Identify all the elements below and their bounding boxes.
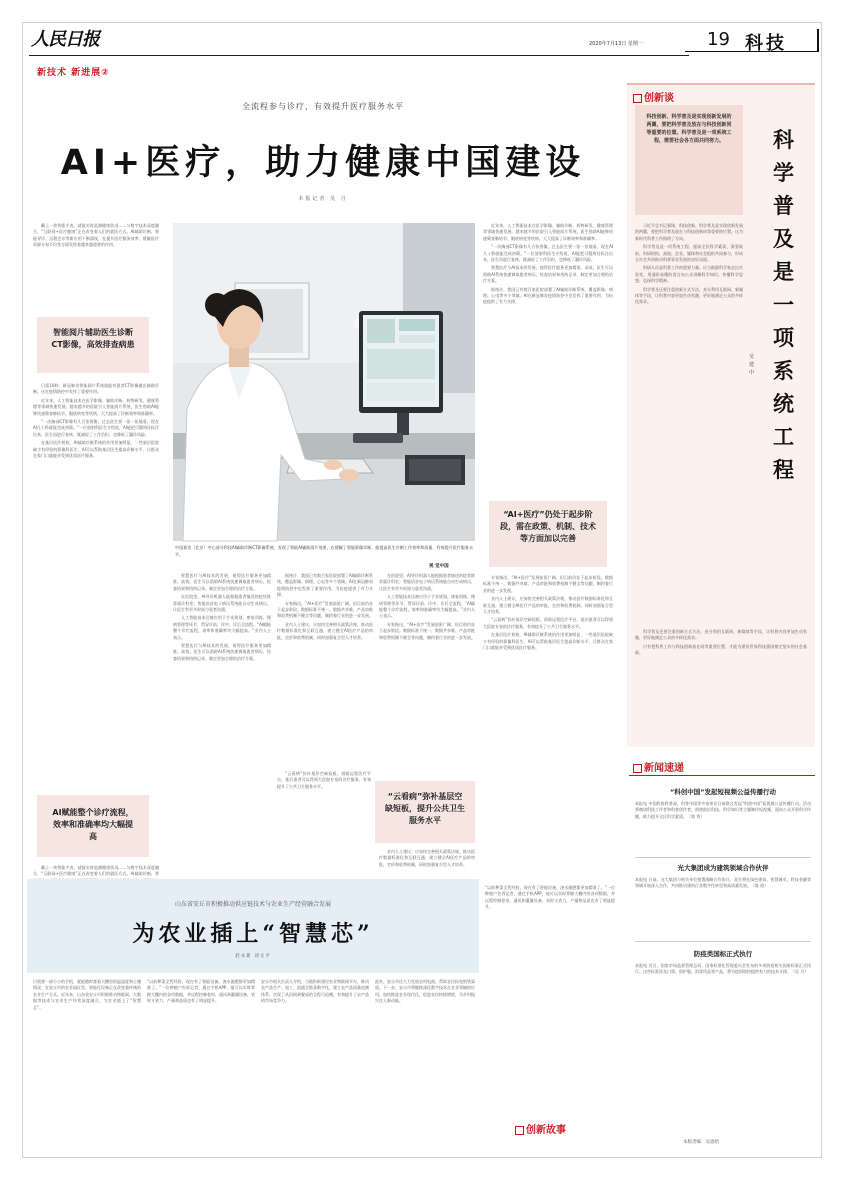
- paragraph: “云看病”弥补基层空缺短板。借助远程医疗平台，基层患者可以得到大医院专家的诊疗服务，有效提升了公共卫生服务水平。: [483, 617, 613, 629]
- article-col4-bottom: [379, 849, 475, 871]
- article-col1-top: [33, 223, 159, 311]
- news-express-label-text: 新闻速递: [644, 763, 684, 774]
- article-col2: [173, 573, 271, 861]
- paragraph: 人工智能技术还被应用于手术规划、康复训练、慢病管理等环节，贯穿诊前、诊中、诊后全流程。“AI赋能整个诊疗流程，效率和准确率均大幅提高。”业内人士表示。: [173, 615, 271, 640]
- paragraph: 智慧医疗与AI技术的发展，使得医疗服务更加精准、高效。医生可以借助AI系统快速调取患者病历、检查结果和用药记录，制定更加合理的治疗方案。: [173, 643, 271, 661]
- paragraph: 在医院里，AI导诊机器人能根据患者描述的症状推荐就诊科室；智能语音电子病历系统能自动生成病历，让医生有更多时间与患者沟通。: [173, 594, 271, 613]
- article-col4-mid: [379, 573, 475, 769]
- doctor-at-workstation-image: [173, 223, 475, 541]
- sidebar-author: 吴建中: [749, 354, 755, 376]
- paragraph: 业内人士建议，应加快完善相关政策法规，推动医疗数据标准化和互联互通，建立健全AI医疗产品的审批、定价和收费机制，同时加强复合型人才培养。: [483, 596, 613, 615]
- square-bullet-icon: [633, 94, 642, 103]
- subhead-1: 智能阅片辅助医生诊断CT影像，高效排查病患: [51, 328, 135, 349]
- article-deck: 全流程参与诊疗，有效提升医疗服务水平: [242, 102, 404, 111]
- paragraph: 科学普及是一项系统工程。提高全民科学素质，需要政府、科研机构、高校、企业、媒体和社会组织共同参与，形成全社会共同推动科普事业发展的良好局面。: [635, 244, 743, 263]
- news-item-2-title: 光大集团成为建筑领域合作伙伴: [677, 864, 769, 872]
- page-section: 科技: [745, 33, 787, 54]
- photo-credit: 视 觉中国: [429, 564, 449, 569]
- news-item-3-title: 防疫类国标正式执行: [693, 950, 753, 958]
- sidebar-headline: 科学普及是一项系统工程: [773, 127, 794, 482]
- innovation-story-label: [515, 1121, 566, 1136]
- paragraph: 业内人士建议，应加快完善相关政策法规，推动医疗数据标准化和互联互通，建立健全AI医疗产品的审批、定价和收费机制，同时加强复合型人才培养。: [379, 849, 475, 867]
- bottom-col-5: “以前种菜全凭经验，现在有了智能设备，浇水施肥都更加精准了。”一位种植户告诉记者，通过手机APP，他可以实时掌握大棚内的各项数据，并远程控制卷帘、通风和灌溉设备，省时又省力，产量和品质也有了明显提升。: [485, 885, 615, 910]
- paragraph: 戴上一块智能手表，就能实时监测健康状况……与数字技术深度融合，“互联网+医疗健康”正在改变着人们的就医方式。AI辅助诊断、智能导诊、远程会诊等新应用不断涌现，在提升医疗服务效率、缓解医疗资源分布不均等方面发挥着越来越重要的作用。: [33, 223, 159, 248]
- sidebar-summary-box: [635, 105, 743, 215]
- innovation-story-label-text: 创新故事: [526, 1125, 566, 1136]
- masthead-rule: [29, 55, 689, 56]
- article-byline: 本报记者 吴 月: [298, 196, 348, 202]
- article-photo: [173, 223, 475, 541]
- masthead-logo: 人民日报: [31, 29, 99, 50]
- article-headline: AI+医疗，助力健康中国建设: [60, 143, 586, 183]
- masthead-date: 2020年7月13日 星期一: [589, 41, 643, 47]
- square-bullet-icon: [633, 764, 642, 773]
- paragraph: 只有把科普工作与科技创新放在同等重要位置，才能为建设世界科技强国奠定坚实的社会基础。: [635, 643, 807, 656]
- paragraph: 在医院里，AI导诊机器人能根据患者描述的症状推荐就诊科室；智能语音电子病历系统能自动生成病历，让医生有更多时间与患者沟通。: [379, 573, 475, 591]
- paragraph: 近年来，人工智能技术在医学影像、辅助诊断、药物研发、健康管理等领域快速发展。越来越多的医院引入智能阅片系统，医生借助AI能够快速筛查肺结节、眼底病变等疾病，大大提高了诊断效率和准确率。: [33, 397, 159, 416]
- paragraph: “一次胸部CT影像有几百张图像，过去医生要一张一张地看，现在AI几十秒就能完成初筛。”一位放射科医生介绍说，AI能把可疑病灶标注出来，医生再进行复核，既减轻了工作负担，也降低了漏诊风险。: [483, 244, 613, 263]
- sidebar-summary: 科技创新、科学普及是实现创新发展的两翼，要把科学普及放在与科技创新同等重要的位置。科学普及是一项系统工程，需要社会各方面共同努力。: [646, 114, 732, 144]
- bottom-article-byline: 赵永新 刘文平: [235, 954, 271, 959]
- paragraph: “一次胸部CT影像有几百张图像，过去医生要一张一张地看，现在AI几十秒就能完成初筛。”一位放射科医生介绍说，AI能把可疑病灶标注出来，医生再进行复核，既减轻了工作负担，也降低了漏诊风险。: [33, 419, 159, 437]
- photo-caption: 中国嘉宾（北京）中心部分科技AI辅助诊断CT影像系统，发现了智能AI辅助阅片效果，在缓解了智能影像诊断，能提高医生诊断工作效率和质量，有效提升医疗服务水平。: [175, 545, 473, 557]
- paragraph: 在基层医疗机构，AI辅助诊断系统的作用更加明显。一些基层医院缺少有经验的影像科医生，AI可以帮助基层医生提高诊断水平，让群众在家门口就能享受到优质医疗服务。: [483, 632, 613, 651]
- sidebar-label-text: 创新谈: [644, 93, 674, 104]
- subhead-box-1: [37, 317, 149, 373]
- article-col5-top: [483, 223, 613, 493]
- bottom-col-1: 只需要一部小小的手机，就能随时查看大棚里的温湿度和土壤情况；在安丘市的农业园区里，智能化设备正在改变着传统的农业生产方式。近年来，山东省安丘市积极推动物联网、大数据等技术与农业生产经营深度融合，为农业插上了“智慧芯”。: [33, 979, 141, 1010]
- paragraph: 专家指出，“AI+医疗”发展前景广阔，但目前仍处于起步阶段。数据标准不统一、数据共享难、产品审批和收费机制不健全等问题，制约着行业的进一步发展。: [277, 600, 373, 619]
- paragraph: “云看病”弥补基层空缺短板。借助远程医疗平台，基层患者可以得到大医院专家的诊疗服务，有效提升了公共卫生服务水平。: [277, 771, 371, 789]
- news-item-2-text: 本报电 日前，光大集团与相关单位签署战略合作协议，双方将在绿色建筑、智慧城市、科技金融等领域开展深入合作，共同推动建筑行业数字化转型和高质量发展。（陈 阳）: [635, 877, 811, 889]
- article-col5-bottom: [483, 575, 613, 871]
- sidebar-body-lower: [635, 629, 807, 737]
- subhead-box-4: [375, 781, 475, 843]
- page-number: 19: [707, 29, 730, 50]
- subhead-box-3: [489, 501, 607, 567]
- paragraph: 习近平总书记强调，科技创新、科学普及是实现创新发展的两翼，要把科学普及放在与科技创新同等重要的位置。这为新时代科普工作指明了方向。: [635, 223, 743, 241]
- article-col1-mid: [33, 383, 159, 785]
- column-label: 新技术 新进展②: [37, 68, 110, 78]
- bottom-col-4: 此外，安丘市还大力发展农村电商，帮助农民拓宽销售渠道。下一步，安丘市将继续深化数字技术在农业领域的应用，加快推进农业现代化，促进农民持续增收，为乡村振兴注入新动能。: [375, 979, 475, 1004]
- news-item-1-text: 本报电 中国科协科普部、科普中国等多家单位日前联合发起“科创中国”短视频公益传播行动。活动将邀请科技工作者和科普创作者，围绕前沿科技、科学知识等主题制作短视频，面向公众开展科学传播，助力提升全民科学素质。（郭 秀）: [635, 801, 811, 819]
- paragraph: 近年来，人工智能技术在医学影像、辅助诊断、药物研发、健康管理等领域快速发展。越来越多的医院引入智能阅片系统，医生借助AI能够快速筛查肺结节、眼底病变等疾病，大大提高了诊断效率和准确率。: [483, 223, 613, 241]
- subhead-3: “AI+医疗”仍处于起步阶段，需在政策、机制、技术等方面加以完善: [500, 510, 596, 543]
- news-divider: [635, 941, 811, 942]
- paragraph: 只需10秒，新冠肺炎智能阅片系统就能对患者CT影像做出辅助诊断，这在疫情防控中发挥了重要作用。: [33, 383, 159, 395]
- article-col3-bottom: [277, 771, 371, 861]
- news-item-1-title: “科创中国”发起短视频公益传播行动: [669, 788, 777, 796]
- footer-editor: 本版责编：吴思晗: [683, 1140, 719, 1145]
- paragraph: 科研人员是科普工作的重要力量。应当鼓励科学家走出实验室，用通俗易懂的语言向公众讲解科学知识，传播科学思想，弘扬科学精神。: [635, 265, 743, 284]
- paragraph: 智慧医疗与AI技术的发展，使得医疗服务更加精准、高效。医生可以借助AI系统快速调取患者病历、检查结果和用药记录，制定更加合理的治疗方案。: [173, 573, 271, 591]
- bottom-col-2: “以前种菜全凭经验，现在有了智能设备，浇水施肥都更加精准了。”一位种植户告诉记者，通过手机APP，他可以实时掌握大棚内的各项数据，并远程控制卷帘、通风和灌溉设备，省时又省力，产量和品质也有了明显提升。: [147, 979, 255, 1004]
- paragraph: 人工智能技术还被应用于手术规划、康复训练、慢病管理等环节，贯穿诊前、诊中、诊后全流程。“AI赋能整个诊疗流程，效率和准确率均大幅提高。”业内人士表示。: [379, 594, 475, 619]
- news-express-label: [633, 759, 684, 774]
- bottom-article-kicker: 山东省安丘市积极推动供应链技术与农业生产经营融合发展: [174, 901, 331, 908]
- news-express-rule: [629, 775, 815, 776]
- paragraph: 在基层医疗机构，AI辅助诊断系统的作用更加明显。一些基层医院缺少有经验的影像科医生，AI可以帮助基层医生提高诊断水平，让群众在家门口就能享受到优质医疗服务。: [33, 440, 159, 459]
- subhead-2: AI赋能整个诊疗流程，效率和准确率均大幅提高: [52, 808, 134, 841]
- paragraph: 据统计，我国已有数百家医院部署了AI辅助诊断系统，覆盖影像、病理、心电等多个领域。AI在新冠肺炎疫情防控中也发挥了重要作用，为抗疫提供了有力支撑。: [483, 286, 613, 305]
- subhead-box-2: [37, 795, 149, 857]
- paragraph: 业内人士建议，应加快完善相关政策法规，推动医疗数据标准化和互联互通，建立健全AI医疗产品的审批、定价和收费机制，同时加强复合型人才培养。: [277, 621, 373, 640]
- paragraph: 科学普及还要注重创新方式方法，充分利用互联网、新媒体等手段，让科普内容更加生动有趣，更好地满足公众的多样化需求。: [635, 286, 743, 305]
- paragraph: 智慧医疗与AI技术的发展，使得医疗服务更加精准、高效。医生可以借助AI系统快速调取患者病历、检查结果和用药记录，制定更加合理的治疗方案。: [483, 265, 613, 284]
- news-divider: [635, 857, 811, 858]
- paragraph: 专家指出，“AI+医疗”发展前景广阔，但目前仍处于起步阶段。数据标准不统一、数据共享难、产品审批和收费机制不健全等问题，制约着行业的进一步发展。: [483, 575, 613, 593]
- paragraph: 戴上一块智能手表，就能实时监测健康状况……与数字技术深度融合，“互联网+医疗健康”正在改变着人们的就医方式。AI辅助诊断、智: [33, 865, 159, 877]
- sidebar-body-upper: [635, 223, 743, 623]
- paragraph: 据统计，我国已有数百家医院部署了AI辅助诊断系统，覆盖影像、病理、心电等多个领域。AI在新冠肺炎疫情防控中也发挥了重要作用，为抗疫提供了有力支撑。: [277, 573, 373, 598]
- paragraph: 专家指出，“AI+医疗”发展前景广阔，但目前仍处于起步阶段。数据标准不统一、数据共享难、产品审批和收费机制不健全等问题，制约着行业的进一步发展。: [379, 621, 475, 640]
- sidebar-label: [633, 89, 674, 104]
- news-item-3-text: 本报电 近日，国家市场监督管理总局、国家标准化管理委员会发布的多项防疫相关国家标准正式执行。这些标准涉及口罩、防护服、消毒用品等产品，将为疫情防控提供有力的技术支撑。（吴 月）: [635, 963, 811, 975]
- article-col3: [277, 573, 373, 767]
- newspaper-page: [22, 22, 822, 1158]
- paragraph: 科学普及还要注重创新方式方法，充分利用互联网、新媒体等手段，让科普内容更加生动有趣，更好地满足公众的多样化需求。: [635, 629, 807, 641]
- bottom-article-headline: 为农业插上“智慧芯”: [132, 921, 374, 947]
- bottom-col-3: 安丘市相关负责人介绍，当地积极建设农业物联网平台，推动农产品生产、加工、流通全链条数字化，建立农产品质量追溯体系，实现了从田间到餐桌的全程可追溯，有效提升了农产品的市场竞争力。: [261, 979, 369, 1004]
- subhead-4: “云看病”弥补基层空缺短板，提升公共卫生服务水平: [385, 792, 465, 825]
- square-bullet-icon: [515, 1126, 524, 1135]
